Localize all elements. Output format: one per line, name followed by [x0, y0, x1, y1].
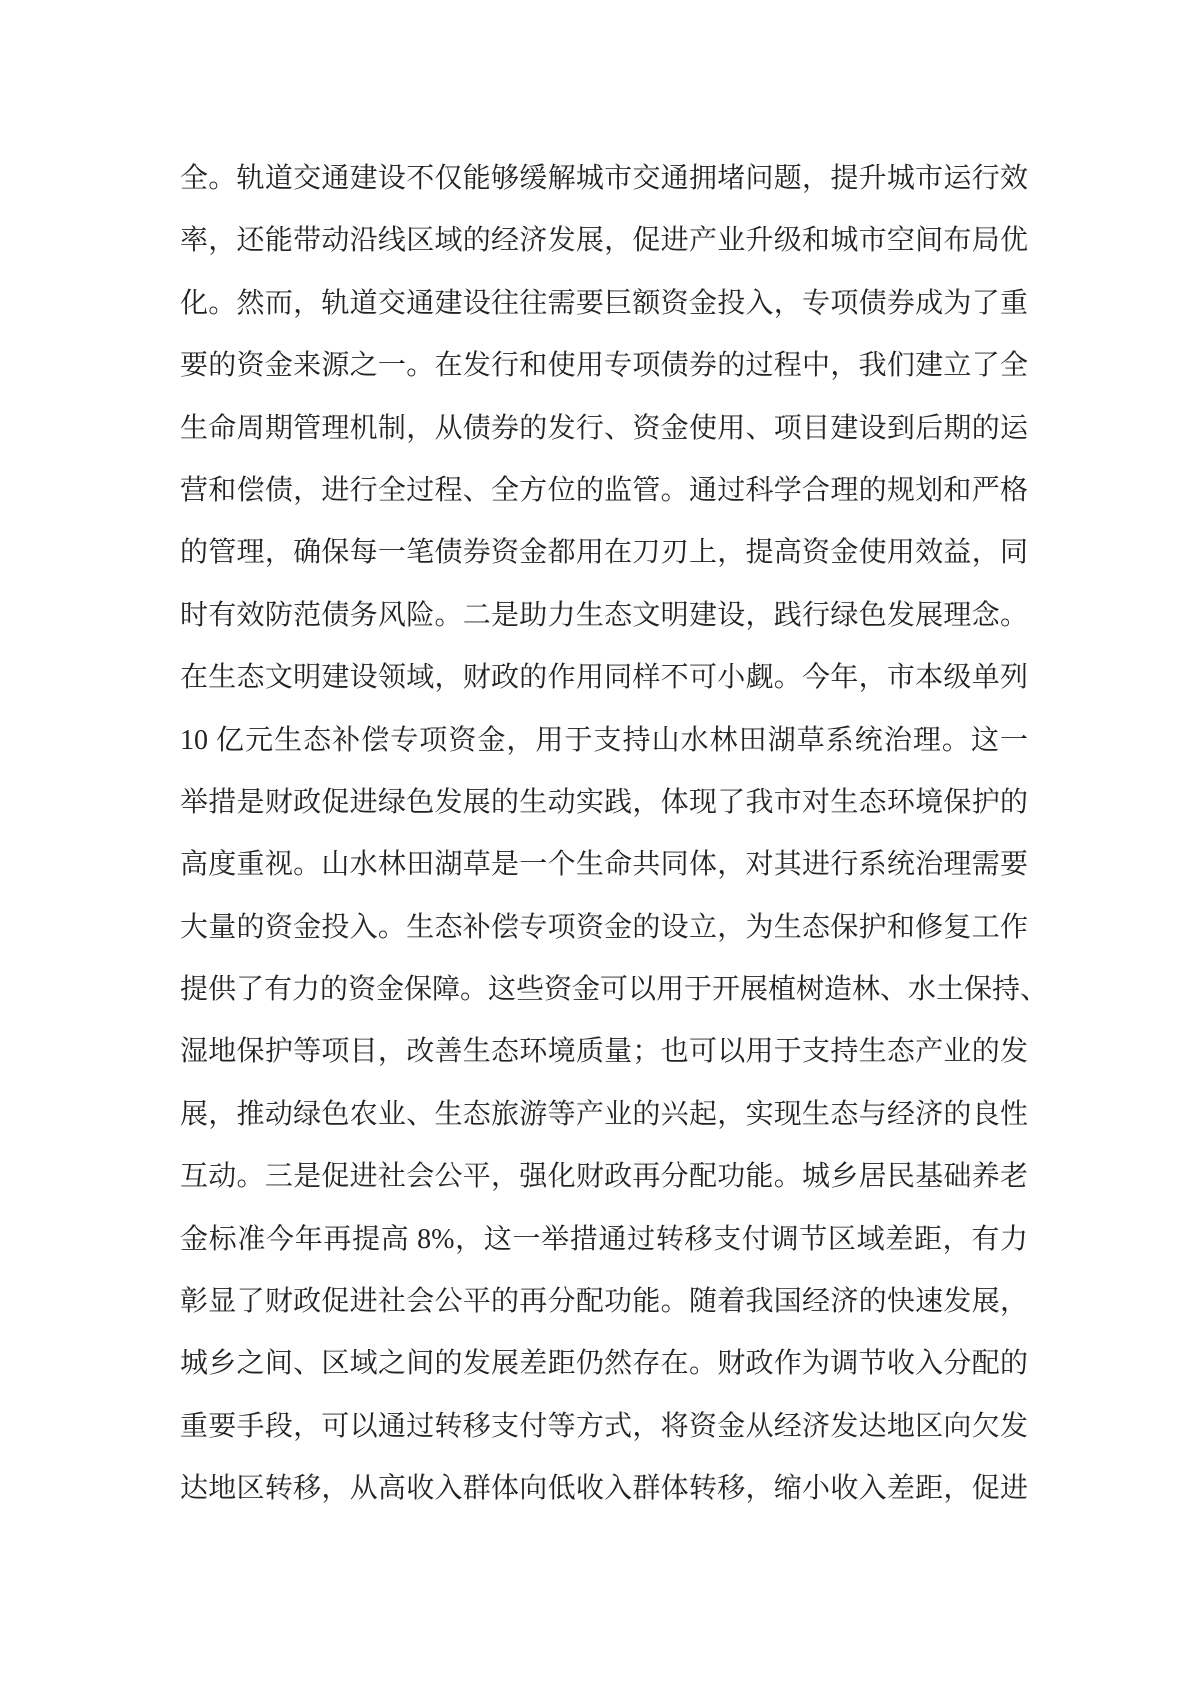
text-line: 时有效防范债务风险。二是助力生态文明建设，践行绿色发展理念。: [180, 599, 1028, 631]
text-line: 举措是财政促进绿色发展的生动实践，体现了我市对生态环境保护的: [180, 786, 1028, 818]
text-line: 互动。三是促进社会公平，强化财政再分配功能。城乡居民基础养老: [180, 1161, 1028, 1193]
text-line: 展，推动绿色农业、生态旅游等产业的兴起，实现生态与经济的良性: [180, 1098, 1028, 1130]
text-line: 金标准今年再提高 8%，这一举措通过转移支付调节区域差距，有力: [180, 1223, 1028, 1255]
text-line: 全。轨道交通建设不仅能够缓解城市交通拥堵问题，提升城市运行效: [180, 163, 1028, 194]
text-line: 提供了有力的资金保障。这些资金可以用于开展植树造林、水土保持、: [180, 974, 1049, 1006]
text-line: 的管理，确保每一笔债券资金都用在刀刃上，提高资金使用效益，同: [180, 537, 1028, 569]
text-line: 高度重视。山水林田湖草是一个生命共同体，对其进行系统治理需要: [180, 849, 1028, 881]
text-line: 湿地保护等项目，改善生态环境质量；也可以用于支持生态产业的发: [180, 1036, 1028, 1068]
document-body: [180, 148, 1049, 1521]
text-line: 营和偿债，进行全过程、全方位的监管。通过科学合理的规划和严格: [180, 474, 1028, 506]
text-line: 要的资金来源之一。在发行和使用专项债券的过程中，我们建立了全: [180, 350, 1028, 382]
text-line: 率，还能带动沿线区域的经济发展，促进产业升级和城市空间布局优: [180, 225, 1028, 257]
text-line: 重要手段，可以通过转移支付等方式，将资金从经济发达地区向欠发: [180, 1410, 1028, 1442]
text-line: 大量的资金投入。生态补偿专项资金的设立，为生态保护和修复工作: [180, 911, 1028, 943]
text-line: 化。然而，轨道交通建设往往需要巨额资金投入，专项债券成为了重: [180, 287, 1028, 319]
text-line: 生命周期管理机制，从债券的发行、资金使用、项目建设到后期的运: [180, 412, 1028, 444]
text-line: 在生态文明建设领域，财政的作用同样不可小觑。今年，市本级单列: [180, 662, 1028, 694]
text-line: 城乡之间、区域之间的发展差距仍然存在。财政作为调节收入分配的: [180, 1348, 1028, 1380]
text-line: 10 亿元生态补偿专项资金，用于支持山水林田湖草系统治理。这一: [180, 724, 1028, 756]
text-line: 彰显了财政促进社会公平的再分配功能。随着我国经济的快速发展，: [180, 1286, 1028, 1318]
text-line: 达地区转移，从高收入群体向低收入群体转移，缩小收入差距，促进: [180, 1473, 1028, 1505]
